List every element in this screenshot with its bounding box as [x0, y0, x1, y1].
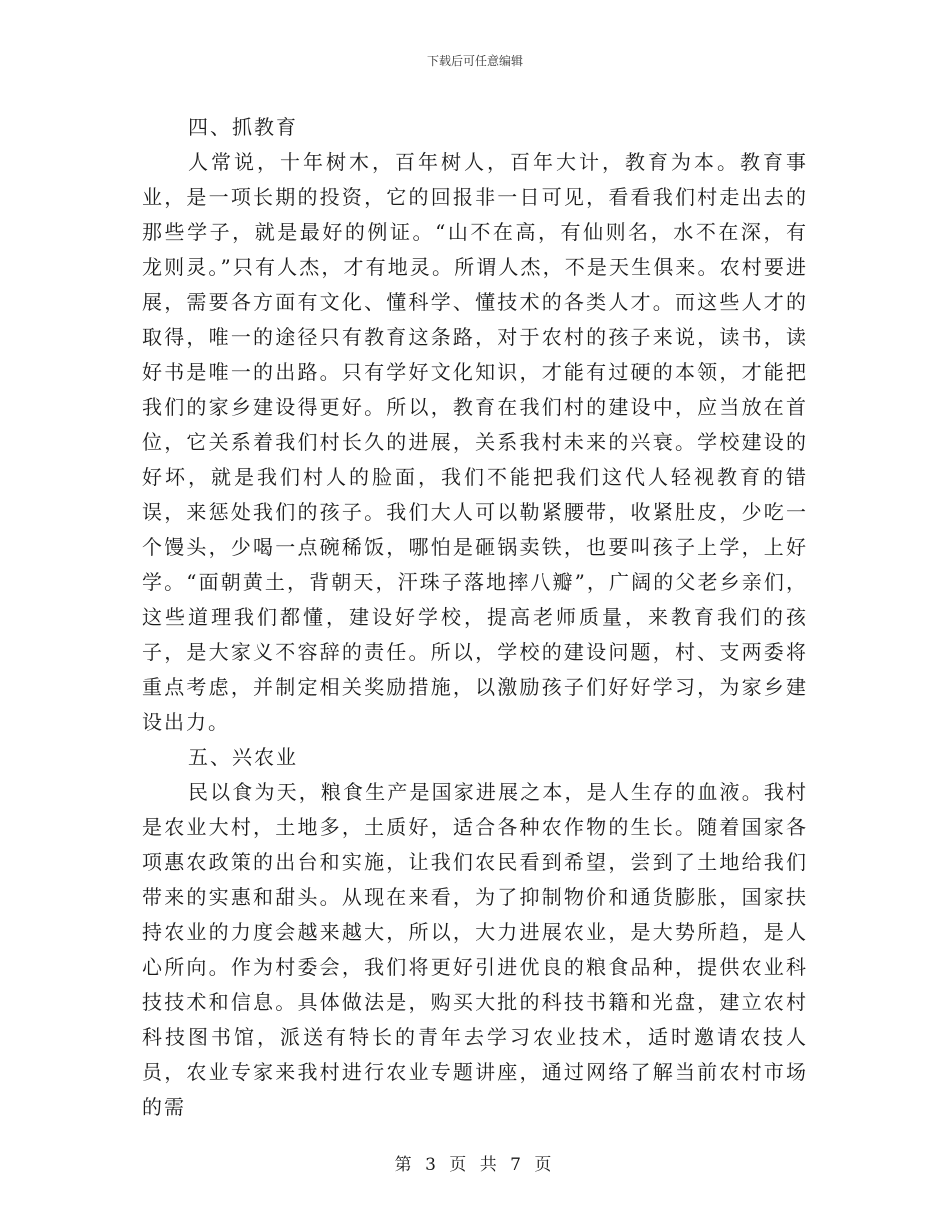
section-paragraph-education: 人常说，十年树木，百年树人，百年大计，教育为本。教育事业，是一项长期的投资，它的回报非一日可见，看看我们村走出去的那些学子，就是最好的例证。“山不在高，有仙则名，水不在深，有龙则灵。”只有人杰，才有地灵。所谓人杰，不是天生俱来。农村要进展，需要各方面有文化、懂科学、懂技术的各类人才。而这些人才的取得，唯一的途径只有教育这条路，对于农村的孩子来说，读书，读好书是唯一的出路。只有学好文化知识，才能有过硬的本领，才能把我们的家乡建设得更好。所以，教育在我们村的建设中，应当放在首位，它关系着我们村长久的进展，关系我村未来的兴衰。学校建设的好坏，就是我们村人的脸面，我们不能把我们这代人轻视教育的错误，来惩处我们的孩子。我们大人可以勒紧腰带，收紧肚皮，少吃一个馒头，少喝一点碗稀饭，哪怕是砸锅卖铁，也要叫孩子上学，上好学。“面朝黄土，背朝天，汗珠子落地摔八瓣”，广阔的父老乡亲们，这些道理我们都懂，建设好学校，提高老师质量，来教育我们的孩子，是大家义不容辞的责任。所以，学校的建设问题，村、支两委将重点考虑，并制定相关奖励措施，以激励孩子们好好学习，为家乡建设出力。 [142, 150, 808, 734]
section-heading-agriculture: 五、兴农业 [188, 745, 298, 769]
section-paragraph-agriculture: 民以食为天，粮食生产是国家进展之本，是人生存的血液。我村是农业大村，土地多，土质好，适合各种农作物的生长。随着国家各项惠农政策的出台和实施，让我们农民看到希望，尝到了土地给我们带来的实惠和甜头。从现在来看，为了抑制物价和通货膨胀，国家扶持农业的力度会越来越大，所以，大力进展农业，是大势所趋，是人心所向。作为村委会，我们将更好引进优良的粮食品种，提供农业科技技术和信息。具体做法是，购买大批的科技书籍和光盘，建立农村科技图书馆，派送有特长的青年去学习农业技术，适时邀请农技人员，农业专家来我村进行农业专题讲座，通过网络了解当前农村市场的需 [142, 780, 808, 1119]
document-body [142, 110, 808, 1125]
page-number: 第 3 页 共 7 页 [394, 1155, 556, 1175]
section-heading-education: 四、抓教育 [188, 115, 298, 139]
header-note: 下载后可任意编辑 [426, 54, 523, 68]
page-header [0, 53, 950, 69]
page-footer [0, 1154, 950, 1176]
